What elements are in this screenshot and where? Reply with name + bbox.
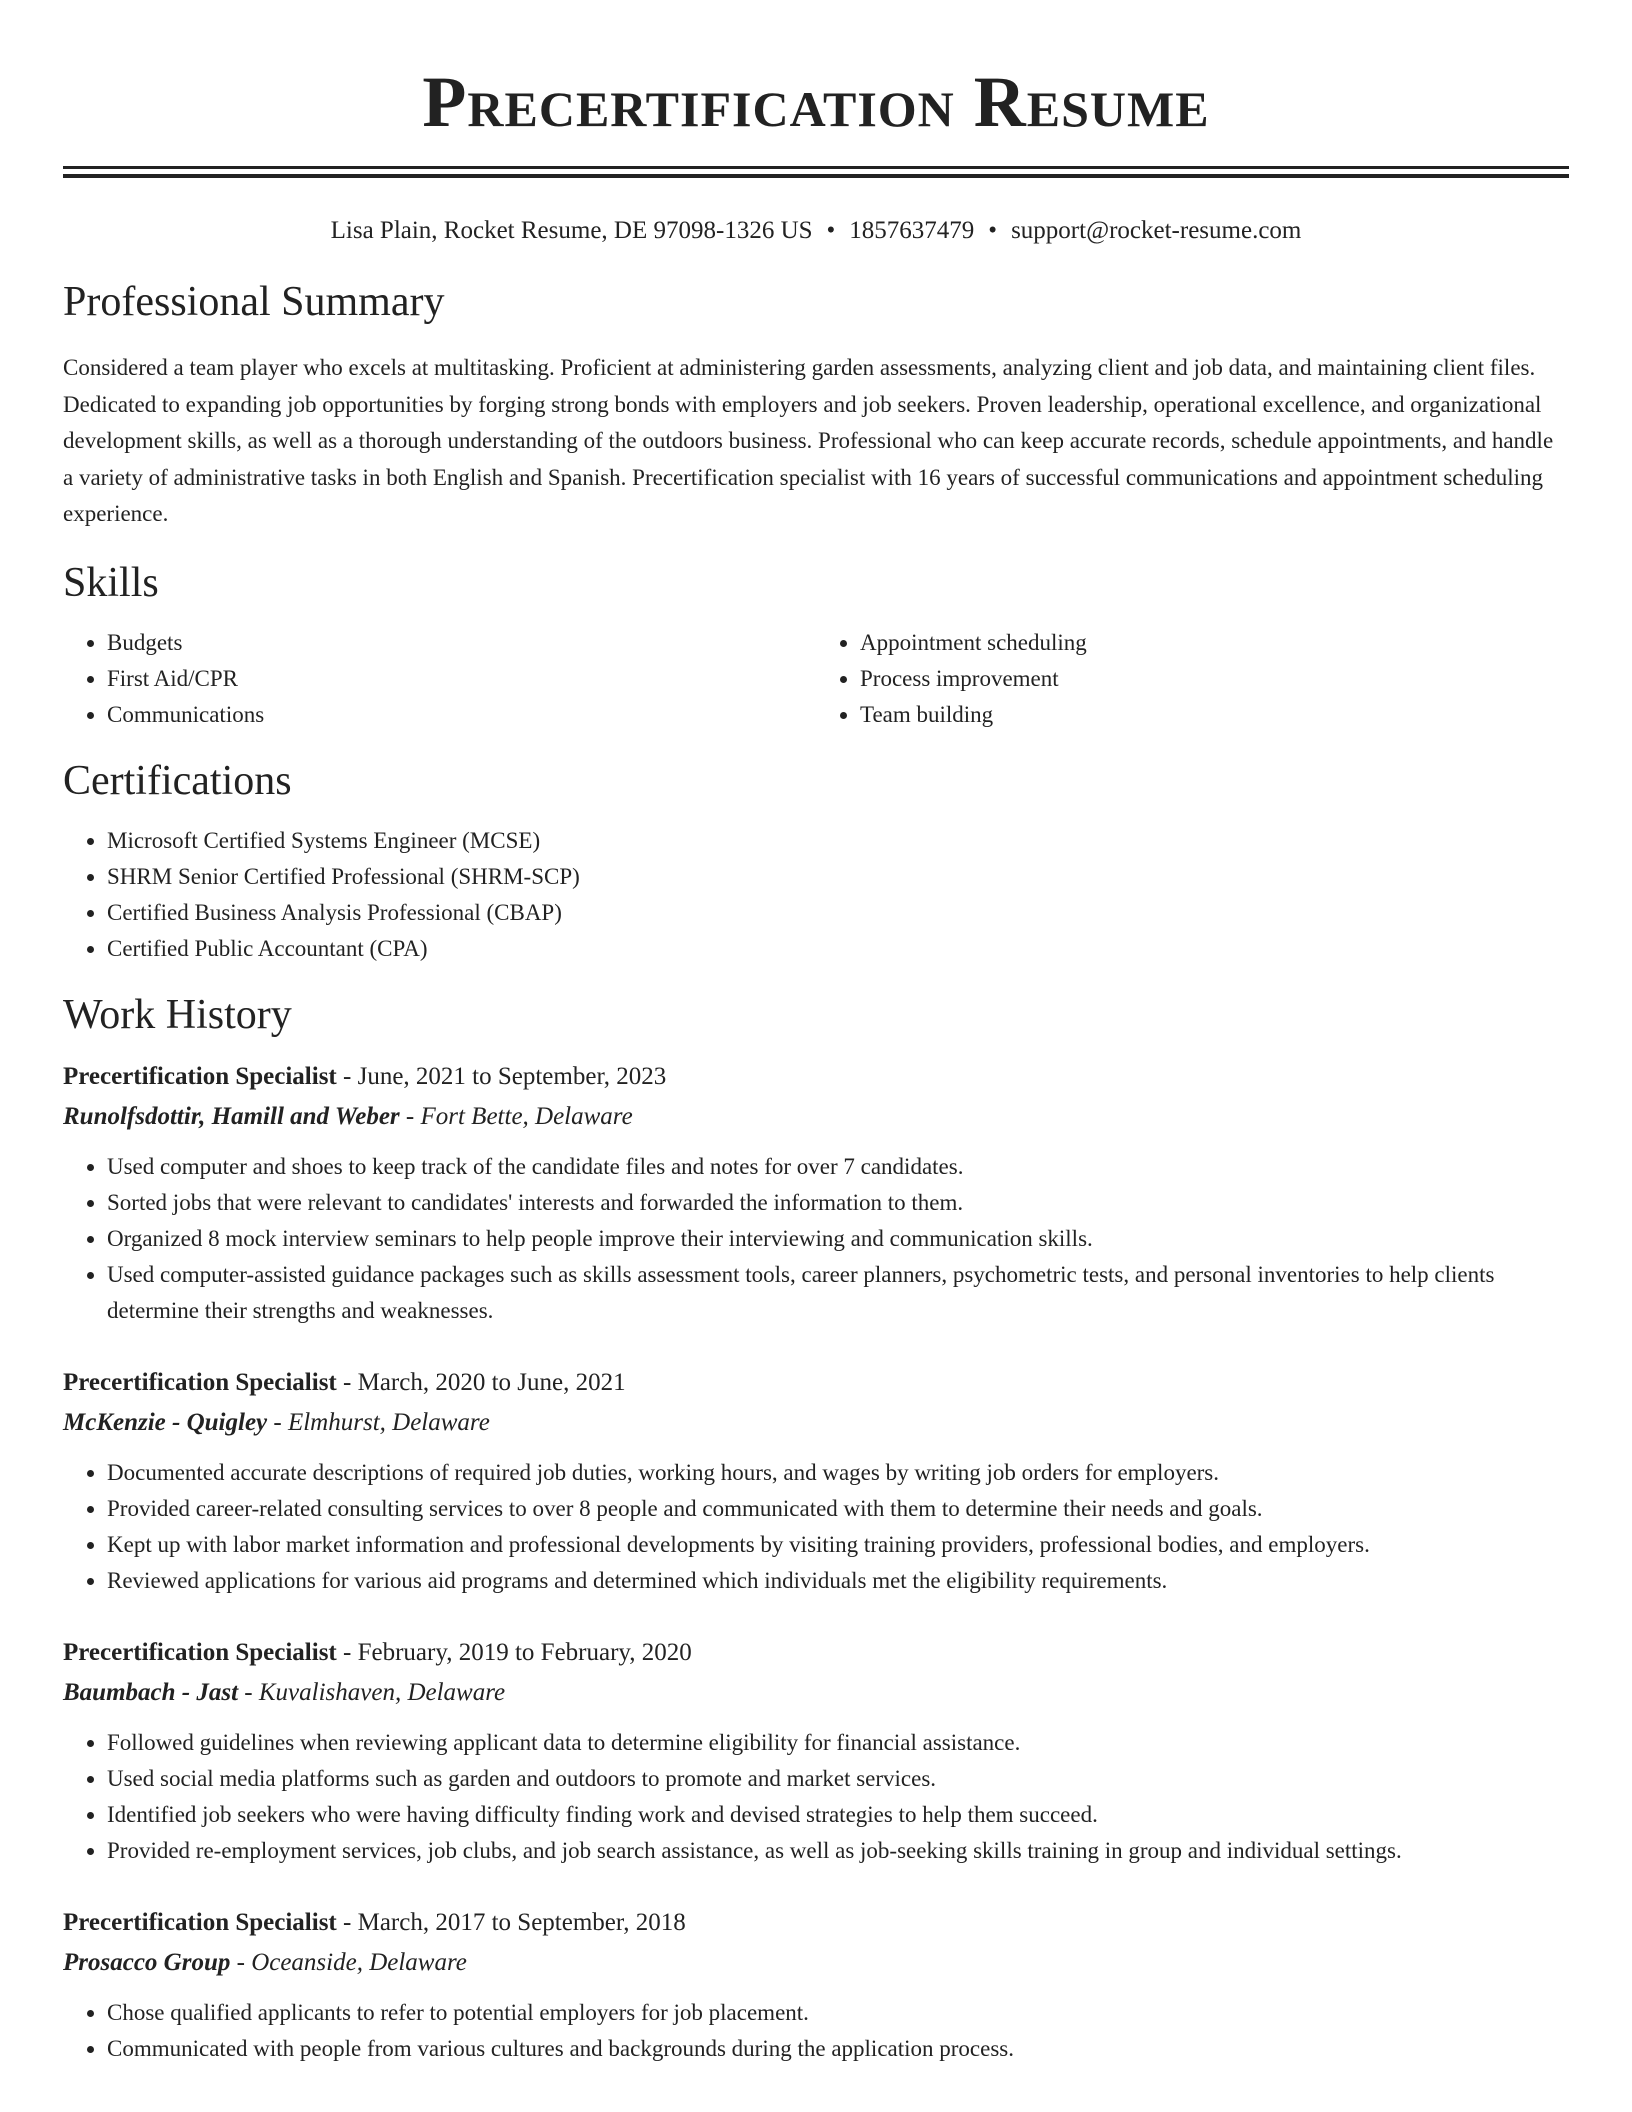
job-dash: - (267, 1408, 288, 1436)
summary-heading: Professional Summary (63, 279, 445, 325)
job-entry (63, 1903, 1569, 2067)
contact-email: support@rocket-resume.com (1011, 217, 1302, 244)
certification-item: • Certified Public Accountant (CPA) (107, 931, 1569, 967)
title-divider (63, 166, 1569, 178)
skill-item: • Appointment scheduling (860, 625, 1569, 661)
job-company: Prosacco Group (63, 1948, 231, 1976)
skill-item: • First Aid/CPR (107, 661, 816, 697)
skills-list-right (816, 625, 1569, 733)
job-bullet: • Identified job seekers who were having difficulty finding work and devised strategies to help them succeed. (107, 1797, 1569, 1833)
skill-item: • Process improvement (860, 661, 1569, 697)
job-location: Kuvalishaven, Delaware (258, 1678, 506, 1706)
job-bullet: • Used social media platforms such as garden and outdoors to promote and market services. (107, 1761, 1569, 1797)
skills-list-left (63, 625, 816, 733)
job-location: Elmhurst, Delaware (287, 1408, 490, 1436)
job-entry (63, 1057, 1569, 1329)
job-title: Precertification Specialist (63, 1908, 337, 1936)
job-company: McKenzie - Quigley (63, 1408, 268, 1436)
job-dates: February, 2019 to February, 2020 (357, 1638, 692, 1666)
job-dash: - (230, 1948, 252, 1976)
job-bullet: • Documented accurate descriptions of required job duties, working hours, and wages by writing job orders for employers. (107, 1455, 1569, 1491)
job-bullet: • Used computer-assisted guidance packages such as skills assessment tools, career planners, psychometric tests, and personal inventories to help clients determine their strengths and weaknesses. (107, 1257, 1569, 1329)
job-bullet: • Chose qualified applicants to refer to potential employers for job placement. (107, 1995, 1569, 2031)
job-title-line (63, 1363, 1569, 1403)
job-company: Runolfsdottir, Hamill and Weber (63, 1102, 400, 1130)
job-location: Oceanside, Delaware (251, 1948, 467, 1976)
job-bullet: • Provided re-employment services, job clubs, and job search assistance, as well as job-seeking skills training in group and individual settings. (107, 1833, 1569, 1869)
job-bullets (63, 1455, 1569, 1599)
summary-text: Considered a team player who excels at multitasking. Proficient at administering garden assessments, analyzing client and job data, and maintaining client files. Dedicated to expanding job opportunities by forging strong bonds with employers and job seekers. Proven leadership, operational excellence, and organizational development skills, as well as a thorough understanding of the outdoors business. Professional who can keep accurate records, schedule appointments, and handle a variety of administrative tasks in both English and Spanish. Precertification specialist with 16 years of successful communications and appointment scheduling experience. (63, 355, 1554, 526)
skill-item: • Communications (107, 697, 816, 733)
skills-heading: Skills (63, 559, 159, 606)
certification-item: • Microsoft Certified Systems Engineer (MCSE) (107, 823, 1569, 859)
job-bullets (63, 1995, 1569, 2067)
job-title: Precertification Specialist (63, 1638, 337, 1666)
job-location: Fort Bette, Delaware (420, 1102, 633, 1130)
job-entry (63, 1633, 1569, 1869)
certification-item: • Certified Business Analysis Professional (CBAP) (107, 895, 1569, 931)
skills-section (63, 557, 1569, 733)
job-title-line (63, 1633, 1569, 1673)
certifications-section (63, 755, 1569, 967)
certifications-heading: Certifications (63, 757, 292, 804)
job-bullet: • Sorted jobs that were relevant to candidates' interests and forwarded the information to them. (107, 1185, 1569, 1221)
job-dates: March, 2020 to June, 2021 (357, 1368, 626, 1396)
job-dash: - (336, 1908, 358, 1936)
job-bullets (63, 1149, 1569, 1329)
job-bullets (63, 1725, 1569, 1869)
skill-item: • Team building (860, 697, 1569, 733)
job-dash: - (238, 1678, 259, 1706)
work-history-heading: Work History (63, 991, 292, 1038)
job-bullet: • Communicated with people from various cultures and backgrounds during the application process. (107, 2031, 1569, 2067)
job-bullet: • Used computer and shoes to keep track of the candidate files and notes for over 7 candidates. (107, 1149, 1569, 1185)
contact-separator: • (826, 217, 836, 244)
job-title-line (63, 1903, 1569, 1943)
job-bullet: • Reviewed applications for various aid programs and determined which individuals met the eligibility requirements. (107, 1563, 1569, 1599)
summary-section (63, 276, 1569, 533)
job-company-line (63, 1403, 1569, 1443)
job-company: Baumbach - Jast (63, 1678, 239, 1706)
job-bullet: • Followed guidelines when reviewing applicant data to determine eligibility for financial assistance. (107, 1725, 1569, 1761)
job-dash: - (399, 1102, 421, 1130)
job-bullet: • Kept up with labor market information and professional developments by visiting training providers, professional bodies, and employers. (107, 1527, 1569, 1563)
job-bullet: • Provided career-related consulting services to over 8 people and communicated with them to determine their needs and goals. (107, 1491, 1569, 1527)
job-title: Precertification Specialist (63, 1368, 337, 1396)
contact-separator: • (988, 217, 998, 244)
certification-item: • SHRM Senior Certified Professional (SHRM-SCP) (107, 859, 1569, 895)
job-dash: - (336, 1638, 358, 1666)
job-title-line (63, 1057, 1569, 1097)
job-company-line (63, 1943, 1569, 1983)
work-history-section (63, 989, 1569, 2067)
job-dash: - (336, 1062, 358, 1090)
contact-address: Lisa Plain, Rocket Resume, DE 97098-1326 US (330, 217, 813, 244)
certifications-list (63, 823, 1569, 967)
contact-line (63, 214, 1569, 248)
job-title: Precertification Specialist (63, 1062, 337, 1090)
job-bullet: • Organized 8 mock interview seminars to help people improve their interviewing and communication skills. (107, 1221, 1569, 1257)
contact-phone: 1857637479 (849, 217, 975, 244)
skills-grid (63, 625, 1569, 733)
skill-item: • Budgets (107, 625, 816, 661)
job-entry (63, 1363, 1569, 1599)
job-company-line (63, 1673, 1569, 1713)
job-dates: June, 2021 to September, 2023 (357, 1062, 667, 1090)
resume-title: Precertification Resume (422, 62, 1210, 142)
job-dates: March, 2017 to September, 2018 (357, 1908, 686, 1936)
job-dash: - (336, 1368, 358, 1396)
job-company-line (63, 1097, 1569, 1137)
